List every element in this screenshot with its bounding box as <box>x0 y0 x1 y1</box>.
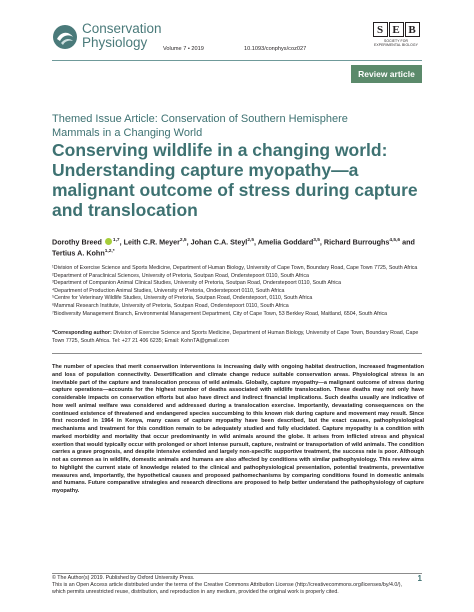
author-name: Johan C.A. Steyl <box>190 237 248 247</box>
society-name: SOCIETY FOR EXPERIMENTAL BIOLOGY <box>373 39 419 47</box>
society-logo <box>370 22 422 60</box>
journal-name-line2: Physiology <box>82 35 148 50</box>
author-list: Dorothy Breed $^{1,7}$, Leith C.R. Meyer$^{2,5}$, Johan C.A. Steyl$^{2,5}$, Amelia Goddard$^{3,5}$, Richard Burroughs$^{4,5,6}$ and Tertius A. Kohn$^{1,2,*}$ <box>52 237 415 258</box>
affiliation: ³Department of Companion Animal Clinical Studies, University of Pretoria, Soutpan Road, Onderstepoort 0110, South Africa <box>52 280 342 287</box>
page-number: 1 <box>417 574 422 583</box>
journal-logo <box>52 22 172 54</box>
affiliation: ⁴Department of Production Animal Studies, University of Pretoria, Onderstepoort 0110, South Africa <box>52 287 285 294</box>
author-name: Amelia Goddard <box>257 237 314 247</box>
abstract-divider <box>52 353 422 354</box>
author-name: Tertius A. Kohn <box>52 248 105 258</box>
author-affiliation-ref: 2,5 <box>179 238 187 243</box>
corresponding-label: *Corresponding author: <box>52 330 112 336</box>
article-title: Conserving wildlife in a changing world: Understanding capture myopathy—a malignant outcome of stress during capture and translocation <box>52 140 418 220</box>
license-footer <box>52 575 412 597</box>
society-letter: S <box>373 22 388 37</box>
society-letter: B <box>405 22 420 37</box>
author-affiliation-ref: 1,2,* <box>104 249 115 255</box>
author-name: Richard Burroughs <box>323 237 390 247</box>
affiliation: ⁶Mammal Research Institute, University of Pretoria, Soutpan Road, Onderstepoort 0110, South Africa <box>52 302 289 309</box>
abstract-text: The number of species that merit conservation interventions is increasing daily with ongoing habitat destruction, increased fragmentation and loss of population connectivity. Desertification and climate change reduce suitable conservation areas. Physiological stress is an inevitable part of the capture and translocation process of wild animals. Globally, capture myopathy—a malignant outcome of stress during capture operations—accounts for the highest number of deaths associated with wildlife translocation. These deaths may not only have considerable impacts on conservation efforts but also have direct and indirect financial implications. Such deaths usually are indicative of how well animal welfare was considered and addressed during a translocation exercise. Importantly, devastating consequences on the continued existence of threatened and endangered species succumbing to this known risk during capture and movement may result. Since first recorded in 1964 in Kenya, many cases of capture myopathy have been described, but the exact causes, pathophysiological mechanisms and treatment for this condition remain to be adequately studied and fully elucidated. Capture myopathy is a condition with marked morbidity and mortality that occur predominantly in wild animals around the globe. It arises from inflicted stress and physical exertion that would typically occur with prolonged or short intense pursuit, capture, restraint or transportation of wild animals. The condition carries a grave prognosis, and despite intensive extended and largely non-specific supportive treatment, the success rate is poor. Although not as common as in wildlife, domestic animals and humans are also affected by conditions with similar pathophysiology. This review aims to highlight the current state of knowledge related to the clinical and pathophysiological presentation, potential treatments, preventative measures and, importantly, the hypothetical causes and proposed pathomechanisms by comparing conditions found in domestic animals and humans. Future comparative strategies and research directions are proposed to help better understand the pathophysiology of capture myopathy. <box>52 364 424 494</box>
affiliation: ⁷Biodiversity Management Branch, Environmental Management Department, City of Cape Town, 53 Berkley Road, Maitland, 6504, South Africa <box>52 310 388 317</box>
affiliation-list <box>52 265 424 318</box>
author-affiliation-ref: 4,5,6 <box>389 238 401 243</box>
license-text: This is an Open Access article distributed under the terms of the Creative Commons Attribution License (http://creativecommons.org/licenses/by/4.0/), which permits unrestricted reuse, distribution, and reproduction in any medium, provided the original work is properly cited. <box>52 582 403 596</box>
corresponding-author <box>52 330 424 345</box>
affiliation: ²Department of Paraclinical Sciences, University of Pretoria, Soutpan Road, Onderstepoort 0110, South Africa <box>52 272 309 279</box>
author-affiliation-ref: 2,5 <box>247 238 254 243</box>
copyright-line: © The Author(s) 2019. Published by Oxford University Press. <box>52 575 195 581</box>
author-affiliation-ref: 1,7 <box>112 238 120 243</box>
orcid-icon[interactable] <box>105 238 112 245</box>
author-affiliation-ref: 3,5 <box>313 238 320 243</box>
corresponding-details: Division of Exercise Science and Sports Medicine, Department of Human Biology, University of Cape Town, Boundary Road, Cape Town 7725, South Africa. Tel: +27 21 406 6235; Email: KohnTA@gmail.com <box>52 330 419 344</box>
journal-name-line1: Conservation <box>82 21 162 36</box>
doi-label[interactable]: 10.1093/conphys/coz027 <box>244 46 307 52</box>
society-letter: E <box>389 22 404 37</box>
article-type-badge: Review article <box>351 65 422 83</box>
footer-divider <box>52 573 422 574</box>
journal-logo-icon <box>52 24 78 50</box>
volume-label: Volume 7 • 2019 <box>163 46 204 52</box>
author-name: Leith C.R. Meyer <box>123 237 180 247</box>
affiliation: ¹Division of Exercise Science and Sports Medicine, Department of Human Biology, University of Cape Town, Boundary Road, Cape Town 7725, South Africa <box>52 265 418 271</box>
header-divider <box>52 60 422 61</box>
themed-issue-label: Themed Issue Article: Conservation of Southern Hemisphere Mammals in a Changing World <box>52 113 348 139</box>
affiliation: ⁵Centre for Veterinary Wildlife Studies, University of Pretoria, Soutpan Road, Onderstepoort, 0110, South Africa <box>52 295 313 302</box>
author-name: Dorothy Breed <box>52 237 102 247</box>
